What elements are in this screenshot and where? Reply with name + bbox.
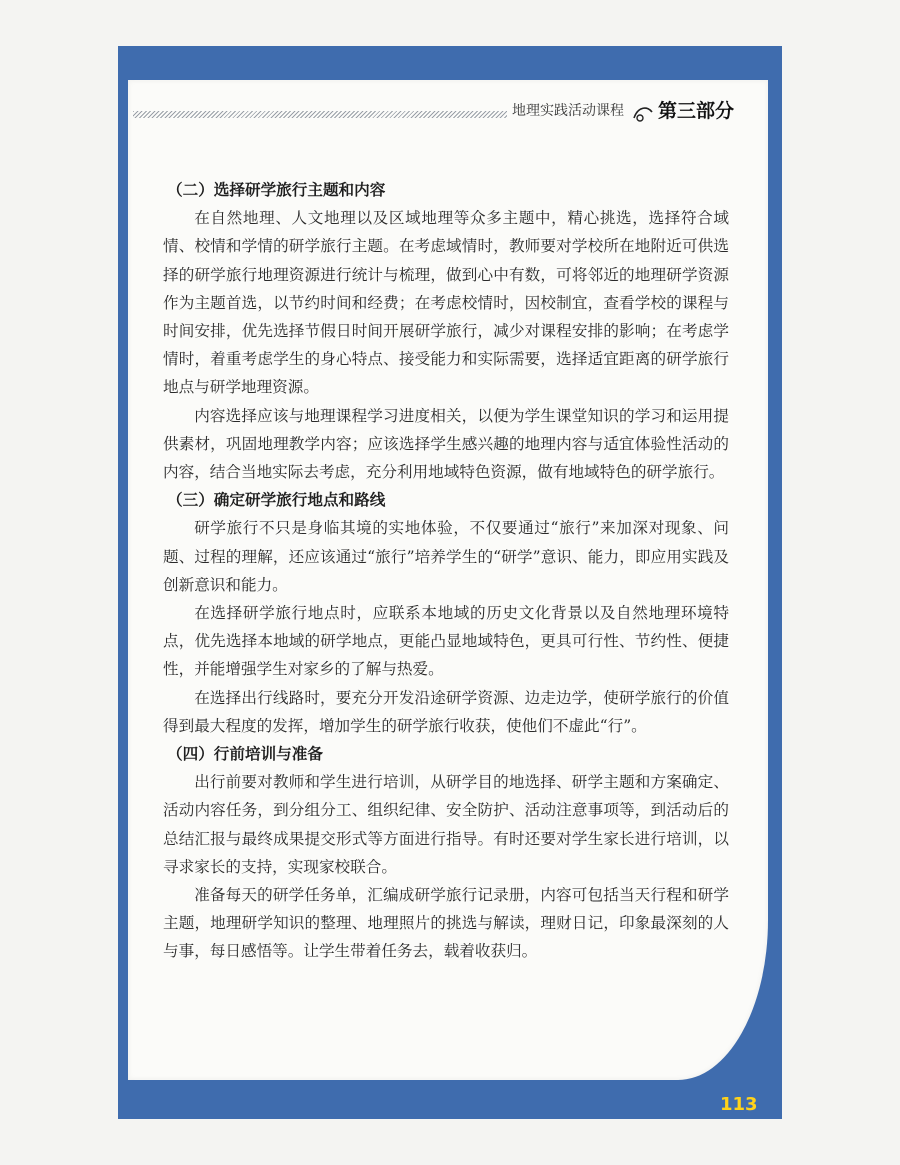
- section-heading-3: （三）确定研学旅行地点和路线: [167, 491, 386, 510]
- header-hatch-line: [133, 111, 507, 118]
- section-heading-4: （四）行前培训与准备: [167, 745, 323, 764]
- page-number: 113: [720, 1094, 758, 1115]
- section-heading-2: （二）选择研学旅行主题和内容: [167, 181, 386, 199]
- paragraph: 研学旅行不只是身临其境的实地体验，不仅要通过“旅行”来加深对现象、问题、过程的理解，还应该通过“旅行”培养学生的“研学”意识、能力，即应用实践及创新意识和能力。: [163, 519, 729, 594]
- paragraph: 在自然地理、人文地理以及区域地理等众多主题中，精心挑选，选择符合域情、校情和学情的研学旅行主题。在考虑域情时，教师要对学校所在地附近可供选择的研学旅行地理资源进行统计与梳理，做到心中有数，可将邻近的地理研学资源作为主题首选，以节约时间和经费；在考虑校情时，因校制宜，查看学校的课程与时间安排，优先选择节假日时间开展研学旅行，减少对课程安排的影响；在考虑学情时，着重考虑学生的身心特点、接受能力和实际需要，选择适宜距离的研学旅行地点与研学地理资源。: [163, 209, 729, 397]
- paragraph: 准备每天的研学任务单，汇编成研学旅行记录册，内容可包括当天行程和研学主题，地理研学知识的整理、地理照片的挑选与解读，理财日记，印象最深刻的人与事，每日感悟等。让学生带着任务去，载着收获归。: [163, 886, 729, 961]
- paragraph: 内容选择应该与地理课程学习进度相关，以便为学生课堂知识的学习和运用提供素材，巩固地理教学内容；应该选择学生感兴趣的地理内容与适宜体验性活动的内容，结合当地实际去考虑，充分利用地域特色资源，做有地域特色的研学旅行。: [163, 406, 729, 482]
- header-swoosh-icon: [632, 104, 654, 124]
- page-body: [163, 176, 729, 966]
- paragraph: 在选择出行线路时，要充分开发沿途研学资源、边走边学，使研学旅行的价值得到最大程度的发挥，增加学生的研学旅行收获，使他们不虚此“行”。: [163, 688, 729, 735]
- paragraph: 在选择研学旅行地点时，应联系本地域的历史文化背景以及自然地理环境特点，优先选择本地域的研学地点，更能凸显地域特色，更具可行性、节约性、便捷性，并能增强学生对家乡的了解与热爱。: [163, 604, 729, 679]
- header-course-title: 地理实践活动课程: [512, 103, 624, 119]
- paragraph: 出行前要对教师和学生进行培训，从研学目的地选择、研学主题和方案确定、活动内容任务，到分组分工、组织纪律、安全防护、活动注意事项等，到活动后的总结汇报与最终成果提交形式等方面进行指导。有时还要对学生家长进行培训，以寻求家长的支持，实现家校联合。: [163, 773, 729, 876]
- header-part-label: 第三部分: [658, 100, 735, 122]
